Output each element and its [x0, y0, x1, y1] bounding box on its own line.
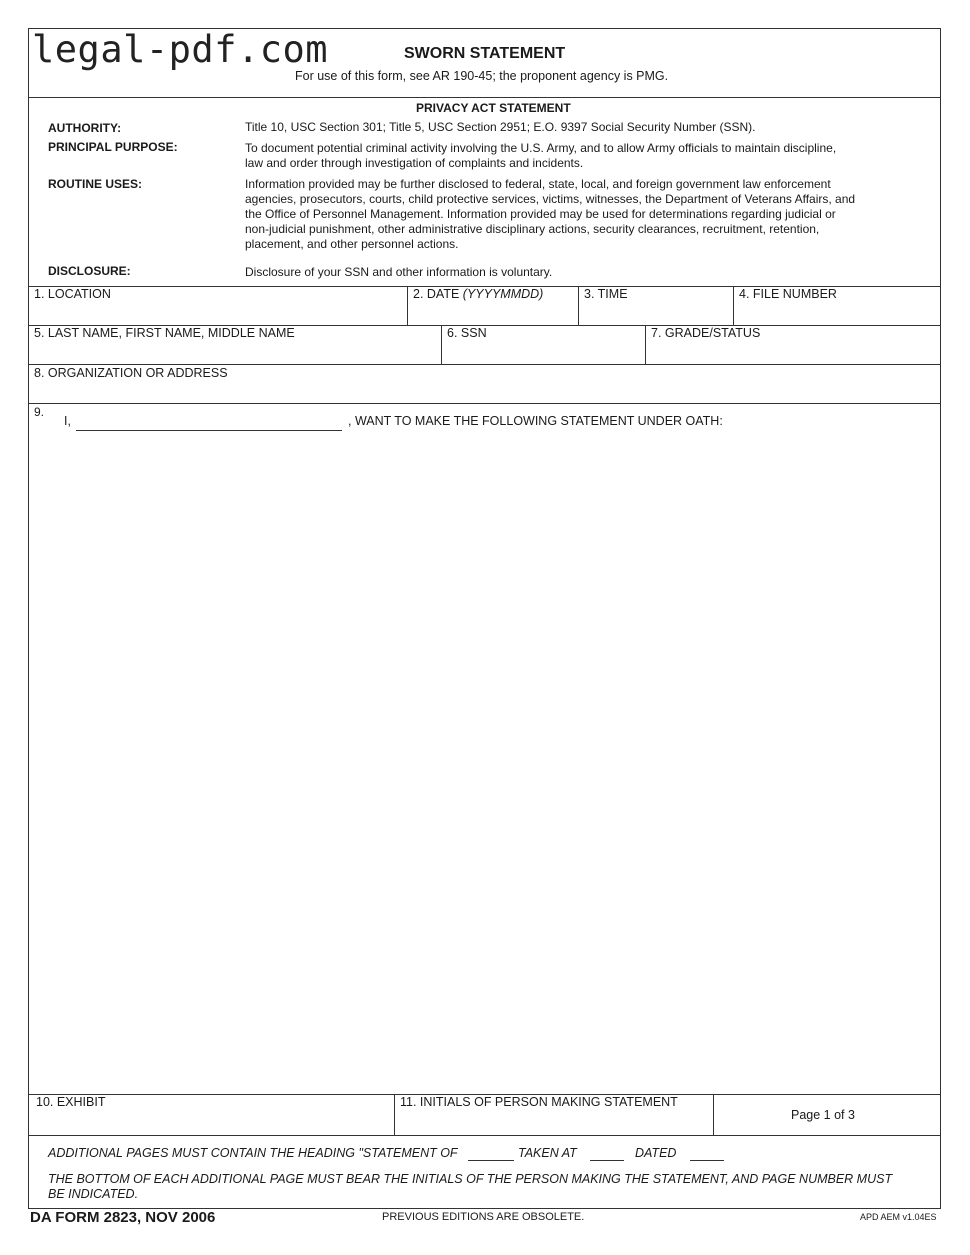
- uses-line: Information provided may be further disclosed to federal, state, local, and foreign government law enforcement: [245, 177, 831, 191]
- routine-uses-text: [245, 177, 855, 252]
- divider: [28, 97, 941, 98]
- routine-uses-label: ROUTINE USES:: [48, 177, 143, 191]
- form-title: SWORN STATEMENT: [404, 45, 566, 62]
- disclosure-label: DISCLOSURE:: [48, 264, 131, 278]
- grade-status-input[interactable]: [651, 342, 939, 362]
- page-indicator: Page 1 of 3: [791, 1108, 855, 1122]
- grade-status-label: 7. GRADE/STATUS: [651, 326, 761, 340]
- divider: [28, 403, 941, 404]
- privacy-heading: PRIVACY ACT STATEMENT: [416, 101, 571, 115]
- purpose-line: To document potential criminal activity involving the U.S. Army, and to allow Army officials to maintain discipline,: [245, 141, 837, 155]
- date-input[interactable]: [413, 303, 577, 323]
- divider: [713, 1094, 714, 1135]
- date-label: [413, 287, 543, 301]
- dated-text: DATED: [635, 1146, 677, 1160]
- instruction-line: BE INDICATED.: [48, 1187, 139, 1201]
- disclosure-text: Disclosure of your SSN and other information is voluntary.: [245, 265, 553, 279]
- exhibit-label: 10. EXHIBIT: [36, 1095, 106, 1109]
- purpose-label: PRINCIPAL PURPOSE:: [48, 140, 178, 154]
- uses-line: placement, and other personnel actions.: [245, 237, 459, 251]
- time-label: 3. TIME: [584, 287, 628, 301]
- exhibit-input[interactable]: [36, 1112, 392, 1132]
- file-number-label: 4. FILE NUMBER: [739, 287, 837, 301]
- organization-label: 8. ORGANIZATION OR ADDRESS: [34, 366, 228, 380]
- version-label: APD AEM v1.04ES: [860, 1212, 937, 1222]
- statement-number: 9.: [34, 405, 45, 419]
- uses-line: non-judicial punishment, other administrative disciplinary actions, security clearances, recruitment, retention,: [245, 222, 820, 236]
- uses-line: the Office of Personnel Management. Information provided may be used for determinations regarding judicial or: [245, 207, 836, 221]
- initials-label: 11. INITIALS OF PERSON MAKING STATEMENT: [400, 1095, 678, 1109]
- divider: [394, 1094, 395, 1135]
- obsolete-notice: PREVIOUS EDITIONS ARE OBSOLETE.: [382, 1211, 585, 1223]
- form-id: DA FORM 2823, NOV 2006: [30, 1209, 216, 1226]
- time-input[interactable]: [584, 303, 732, 323]
- divider: [733, 286, 734, 325]
- initials-input[interactable]: [400, 1112, 712, 1132]
- ssn-input[interactable]: [447, 342, 644, 362]
- ssn-label: 6. SSN: [447, 326, 487, 340]
- date-label-text: 2. DATE: [413, 287, 463, 301]
- file-number-input[interactable]: [739, 303, 939, 323]
- form-subtitle: For use of this form, see AR 190-45; the proponent agency is PMG.: [295, 69, 669, 83]
- authority-text: Title 10, USC Section 301; Title 5, USC Section 2951; E.O. 9397 Social Security Number (SSN).: [245, 120, 756, 134]
- authority-label: AUTHORITY:: [48, 121, 122, 135]
- organization-input[interactable]: [34, 382, 938, 402]
- date-format-text: (YYYYMMDD): [462, 287, 544, 301]
- statement-oath-text: , WANT TO MAKE THE FOLLOWING STATEMENT UNDER OATH:: [348, 414, 723, 428]
- statement-i-label: I,: [64, 414, 71, 428]
- location-input[interactable]: [34, 303, 406, 323]
- instruction-line: THE BOTTOM OF EACH ADDITIONAL PAGE MUST BEAR THE INITIALS OF THE PERSON MAKING THE STATEMENT, AND PAGE NUMBER MUST: [48, 1172, 893, 1186]
- divider: [28, 1135, 941, 1136]
- bottom-page-instruction: [48, 1172, 892, 1202]
- divider: [578, 286, 579, 325]
- statement-body-textarea[interactable]: [34, 436, 938, 1092]
- statement-name-underline: [76, 430, 342, 431]
- taken-at-blank: [590, 1160, 624, 1161]
- location-label: 1. LOCATION: [34, 287, 111, 301]
- divider: [645, 325, 646, 364]
- purpose-line: law and order through investigation of complaints and incidents.: [245, 156, 584, 170]
- divider: [28, 364, 941, 365]
- statement-of-blank: [468, 1160, 514, 1161]
- purpose-text: [245, 141, 836, 171]
- uses-line: agencies, prosecutors, courts, child protective services, victims, witnesses, the Department of Veterans Affairs, and: [245, 192, 856, 206]
- name-label: 5. LAST NAME, FIRST NAME, MIDDLE NAME: [34, 326, 295, 340]
- divider: [407, 286, 408, 325]
- site-logo: legal-pdf.com: [32, 28, 329, 71]
- divider: [441, 325, 442, 364]
- statement-name-input[interactable]: [76, 412, 346, 431]
- name-input[interactable]: [34, 342, 440, 362]
- taken-at-text: TAKEN AT: [518, 1146, 577, 1160]
- additional-heading-instruction: ADDITIONAL PAGES MUST CONTAIN THE HEADING "STATEMENT OF: [48, 1146, 458, 1160]
- dated-blank: [690, 1160, 724, 1161]
